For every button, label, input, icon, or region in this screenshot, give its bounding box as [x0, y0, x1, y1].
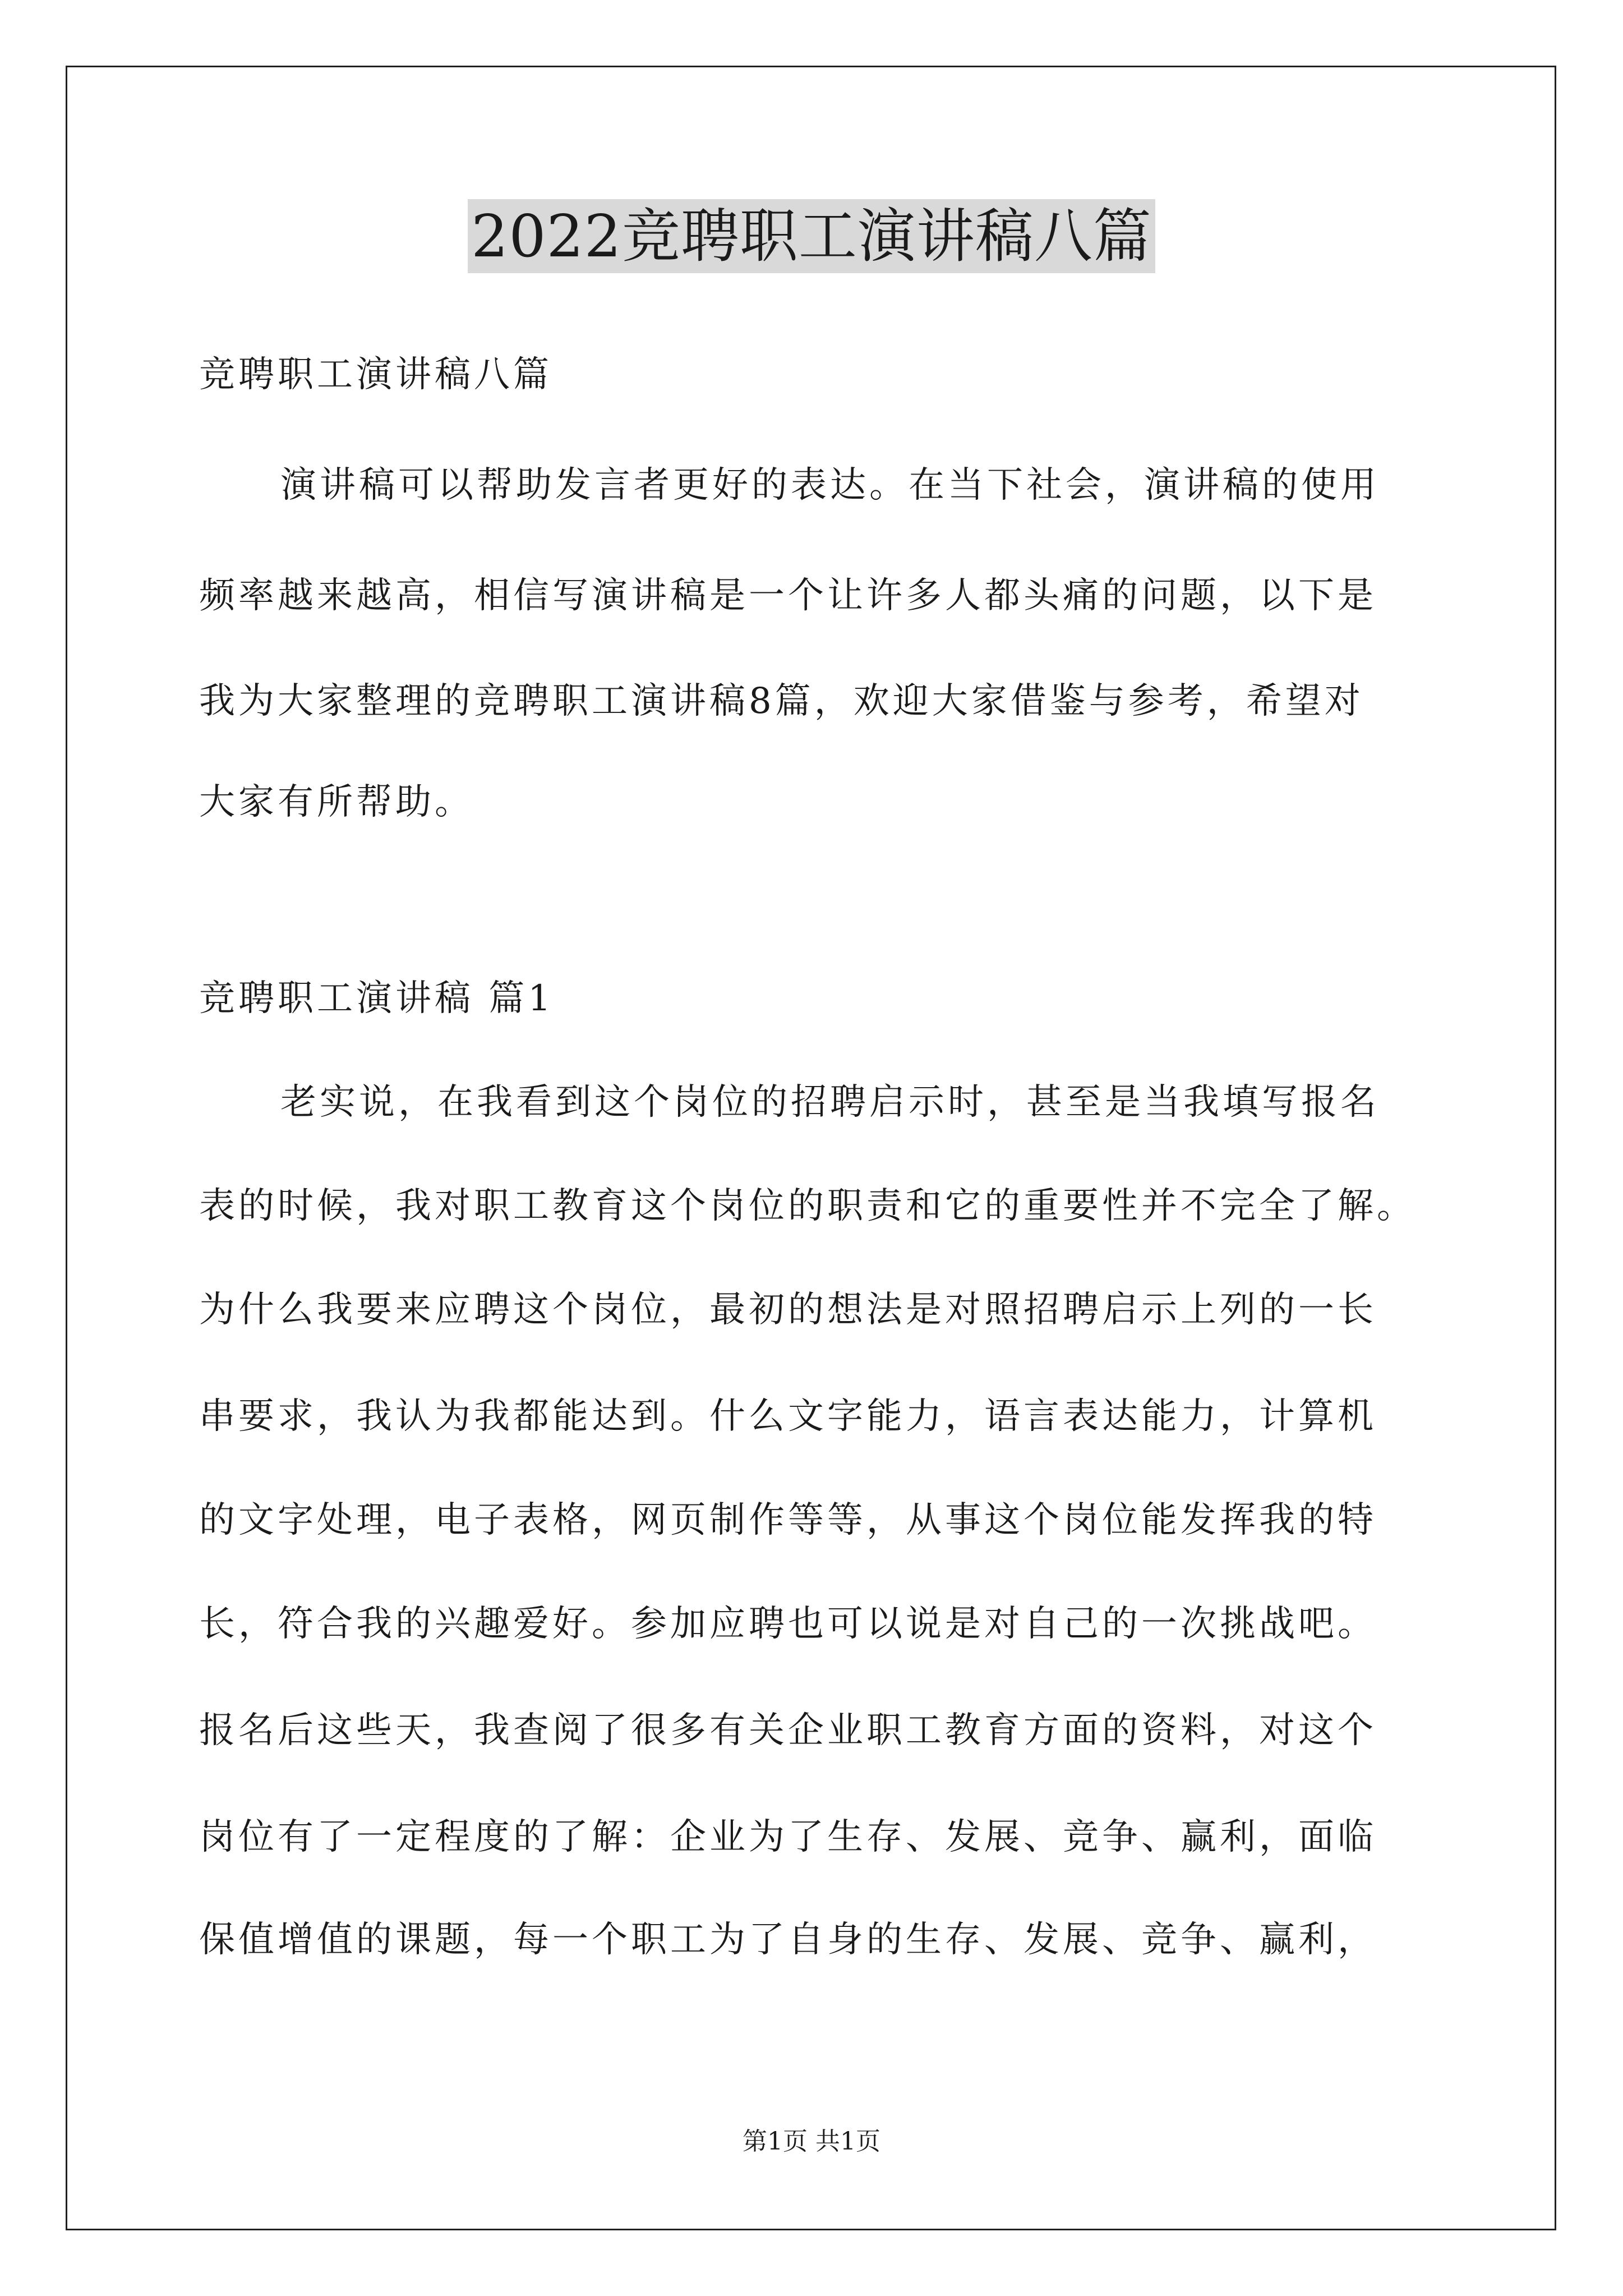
intro-line: 大家有所帮助。 — [199, 781, 474, 823]
intro-line: 频率越来越高，相信写演讲稿是一个让许多人都头痛的问题，以下是 — [199, 575, 1377, 616]
page-footer: 第1页 共1页 — [743, 2127, 880, 2156]
body-line: 老实说，在我看到这个岗位的招聘启示时，甚至是当我填写报名 — [280, 1082, 1380, 1123]
body-line: 报名后这些天，我查阅了很多有关企业职工教育方面的资料，对这个 — [199, 1710, 1377, 1751]
body-line: 长，符合我的兴趣爱好。参加应聘也可以说是对自己的一次挑战吧。 — [199, 1603, 1377, 1645]
body-line: 的文字处理，电子表格，网页制作等等，从事这个岗位能发挥我的特 — [199, 1499, 1377, 1541]
intro-line: 我为大家整理的竞聘职工演讲稿8篇，欢迎大家借鉴与参考，希望对 — [199, 680, 1364, 722]
body-line: 岗位有了一定程度的了解：企业为了生存、发展、竞争、赢利，面临 — [199, 1816, 1377, 1858]
intro-line: 演讲稿可以帮助发言者更好的表达。在当下社会，演讲稿的使用 — [280, 464, 1380, 506]
title-container — [0, 199, 1623, 273]
section-heading: 竞聘职工演讲稿 篇1 — [199, 978, 555, 1019]
body-line: 保值增值的课题，每一个职工为了自身的生存、发展、竞争、赢利， — [199, 1919, 1377, 1961]
body-line: 为什么我要来应聘这个岗位，最初的想法是对照招聘启示上列的一长 — [199, 1289, 1377, 1331]
body-line: 表的时候，我对职工教育这个岗位的职责和它的重要性并不完全了解。 — [199, 1185, 1416, 1227]
document-title: 2022竞聘职工演讲稿八篇 — [468, 199, 1155, 273]
body-line: 串要求，我认为我都能达到。什么文字能力，语言表达能力，计算机 — [199, 1396, 1377, 1437]
document-subtitle: 竞聘职工演讲稿八篇 — [199, 354, 552, 395]
